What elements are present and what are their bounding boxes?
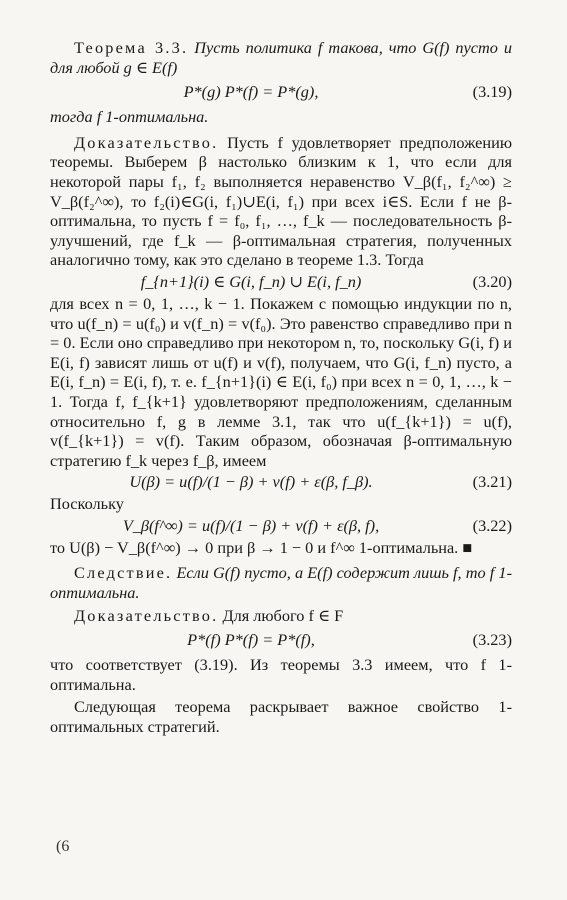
- corollary-proof-text: Для любого f ∈ F: [222, 605, 344, 625]
- theorem-conclusion: тогда f 1-оптимальна.: [50, 107, 209, 127]
- proof-text-1: Пусть f удовлетворяет предположению теоремы. Выберем β настолько близким к 1, что если для некоторой пары f₁, f₂ выполняется неравенство V_β(f₁, f₂^∞) ≥ V_β(f₂^∞), то f₂(i)∈G(i, f₁)∪E(i, f₁) при всех i∈S. Если f не β-оптимальна, то пусть f = f₀, f₁, …, f_k — последовательность β-улучшений, где f_k — β-оптимальная стратегия, полученных аналогично тому, как это сделано в теореме 1.3. Тогда: [50, 132, 512, 270]
- page-body: [50, 38, 512, 737]
- corollary-statement: Если G(f) пусто, а E(f) содержит лишь f, то f 1-оптимальна.: [50, 563, 512, 603]
- page-number: (6: [56, 838, 70, 855]
- equation-formula: V_β(f^∞) = u(f)/(1 − β) + v(f) + ε(β, f),: [122, 515, 380, 535]
- theorem-statement: Пусть политика f такова, что G(f) пусто и для любой g ∈ E(f): [50, 38, 513, 77]
- proof-paragraph-1: [50, 133, 512, 270]
- corollary-proof-conclusion: что соответствует (3.19). Из теоремы 3.3 имеем, что f 1-оптимальна.: [50, 655, 512, 694]
- equation-number: (3.20): [472, 271, 512, 291]
- equation-3-23: [50, 628, 512, 652]
- equation-number: (3.23): [472, 630, 512, 650]
- theorem-label: Теорема 3.3.: [74, 38, 189, 57]
- equation-3-21: [50, 470, 512, 494]
- equation-number: (3.19): [472, 82, 512, 102]
- equation-formula: P*(g) P*(f) = P*(g),: [183, 82, 319, 102]
- equation-formula: P*(f) P*(f) = P*(f),: [187, 630, 315, 650]
- proof-paragraph-4: то U(β) − V_β(f^∞) → 0 при β → 1 − 0 и f^∞ 1-оптимальна. ■: [50, 537, 473, 557]
- equation-3-20: [50, 270, 512, 294]
- proof-paragraph-3: Поскольку: [50, 494, 124, 514]
- corollary-proof: [50, 606, 512, 626]
- equation-number: (3.22): [472, 515, 512, 535]
- equation-formula: U(β) = u(f)/(1 − β) + v(f) + ε(β, f_β).: [129, 472, 373, 492]
- theorem-3-3: [50, 38, 512, 77]
- proof-paragraph-2: для всех n = 0, 1, …, k − 1. Покажем с помощью индукции по n, что u(f_n) = u(f₀) и v(f_n) = v(f₀). Это равенство справедливо при n = 0. Если оно справедливо при некотором n, то, поскольку G(i, f) и E(i, f) зависят лишь от u(f) и v(f), получаем, что G(i, f_n) пусто, а E(i, f_n) = E(i, f), т. е. f_{n+1}(i) ∈ E(i, f₀) при всех n = 0, 1, …, k − 1. Тогда f, f_{k+1} удовлетворяют предположениям, сделанным относительно f, g в лемме 3.1, так что u(f_{k+1}) = u(f), v(f_{k+1}) = v(f). Таким образом, обозначая β-оптимальную стратегию f_k через f_β, имеем: [50, 293, 512, 470]
- equation-number: (3.21): [472, 472, 512, 492]
- closing-paragraph: Следующая теорема раскрывает важное свойство 1-оптимальных стратегий.: [50, 697, 512, 737]
- corollary-label: Следствие.: [74, 563, 173, 583]
- proof-label: Доказательство.: [74, 605, 219, 625]
- equation-3-22: [50, 514, 512, 538]
- equation-formula: f_{n+1}(i) ∈ G(i, f_n) ∪ E(i, f_n): [140, 271, 362, 291]
- proof-label: Доказательство.: [74, 132, 219, 152]
- corollary: [50, 563, 512, 602]
- equation-3-19: [50, 80, 512, 104]
